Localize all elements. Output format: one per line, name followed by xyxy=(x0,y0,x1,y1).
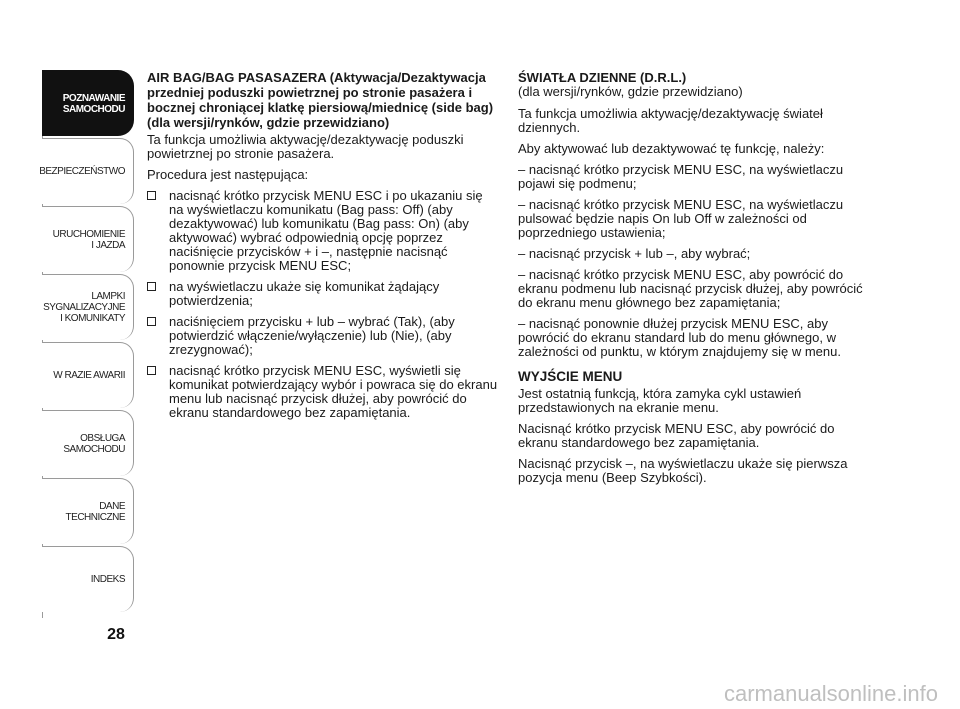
list-item xyxy=(147,364,499,420)
drl-heading: ŚWIATŁA DZIENNE (D.R.L.) xyxy=(518,70,687,85)
list-item xyxy=(147,280,499,308)
list-item xyxy=(147,315,499,357)
chapter-tabs xyxy=(39,70,134,620)
step-text: naciśnięciem przycisku + lub – wybrać (Tak), (aby potwierdzić włączenie/wyłączenie) lub (Nie), (aby zrezygnować); xyxy=(169,314,455,357)
drl-paragraph: – nacisnąć ponownie dłużej przycisk MENU ESC, aby powrócić do ekranu standard lub do menu głównego, w zależności od punktu, w którym znajdujemy się w menu. xyxy=(518,316,841,359)
step-text: nacisnąć krótko przycisk MENU ESC i po ukazaniu się na wyświetlaczu komunikatu (Bag pass: Off) (aby dezaktywować) lub komunikatu (Bag pass: On) (aby aktywować) wybrać odpowiednią opcję poprzez naciśnięcie przycisków + i –, następnie nacisnąć ponownie przycisk MENU ESC; xyxy=(169,188,483,273)
tab-w-razie-awarii[interactable]: W RAZIE AWARII xyxy=(42,342,134,408)
drl-paragraph: – nacisnąć krótko przycisk MENU ESC, aby powrócić do ekranu podmenu lub nacisnąć przycisk dłużej, aby powrócić do ekranu menu głównego bez zapamiętania; xyxy=(518,267,863,310)
drl-paragraph: – nacisnąć krótko przycisk MENU ESC, na wyświetlaczu pulsować będzie napis On lub Off w zależności od poprzedniego ustawienia; xyxy=(518,197,844,240)
tab-poznawanie-samochodu[interactable]: POZNAWANIE SAMOCHODU xyxy=(42,70,134,136)
exit-paragraph: Jest ostatnią funkcją, która zamyka cykl ustawień przedstawionych na ekranie menu. xyxy=(518,386,802,415)
tab-lampki-sygnalizacyjne[interactable]: LAMPKI SYGNALIZACYJNE I KOMUNIKATY xyxy=(42,274,134,340)
airbag-intro: Ta funkcja umożliwia aktywację/dezaktywację poduszki powietrznej po stronie pasażera. xyxy=(147,132,464,161)
drl-subtitle: (dla wersji/rynków, gdzie przewidziano) xyxy=(518,84,743,99)
drl-paragraph: Ta funkcja umożliwia aktywację/dezaktywację świateł dziennych. xyxy=(518,106,823,135)
drl-paragraph: – nacisnąć krótko przycisk MENU ESC, na wyświetlaczu pojawi się podmenu; xyxy=(518,162,844,191)
page-number: 28 xyxy=(107,626,125,643)
step-text: na wyświetlaczu ukaże się komunikat żądający potwierdzenia; xyxy=(169,279,440,308)
step-text: nacisnąć krótko przycisk MENU ESC, wyświetli się komunikat potwierdzający wybór i powraca się do ekranu menu lub nacisnąć przycisk dłużej, aby powrócić do ekranu standardowego bez zapamiętania. xyxy=(169,363,498,420)
exit-menu-heading: WYJŚCIE MENU xyxy=(518,369,623,384)
drl-paragraph: – nacisnąć przycisk + lub –, aby wybrać; xyxy=(518,246,751,261)
checkbox-bullet-icon xyxy=(147,317,156,326)
airbag-section xyxy=(147,70,499,427)
tab-dane-techniczne[interactable]: DANE TECHNICZNE xyxy=(42,478,134,544)
airbag-heading: AIR BAG/BAG PASASAZERA (Aktywacja/Dezaktywacja przedniej poduszki powietrznej po stronie pasażera i bocznej chroniącej klatkę piersiową/miednicę (side bag) (dla wersji/rynków, gdzie przewidziano) xyxy=(147,70,494,130)
tab-indeks[interactable]: INDEKS xyxy=(42,546,134,612)
tab-uruchomienie-i-jazda[interactable]: URUCHOMIENIE I JAZDA xyxy=(42,206,134,272)
drl-section xyxy=(518,70,873,492)
checkbox-bullet-icon xyxy=(147,366,156,375)
checkbox-bullet-icon xyxy=(147,282,156,291)
exit-paragraph: Nacisnąć krótko przycisk MENU ESC, aby powrócić do ekranu standardowego bez zapamiętania. xyxy=(518,421,835,450)
drl-paragraph: Aby aktywować lub dezaktywować tę funkcję, należy: xyxy=(518,141,825,156)
list-item xyxy=(147,189,499,273)
procedure-label: Procedura jest następująca: xyxy=(147,167,309,182)
checkbox-bullet-icon xyxy=(147,191,156,200)
watermark: carmanualsonline.info xyxy=(723,681,938,706)
procedure-steps xyxy=(147,189,499,420)
exit-paragraph: Nacisnąć przycisk –, na wyświetlaczu ukaże się pierwsza pozycja menu (Beep Szybkości). xyxy=(518,456,848,485)
tab-obsluga-samochodu[interactable]: OBSŁUGA SAMOCHODU xyxy=(42,410,134,476)
tab-bezpieczenstwo[interactable]: BEZPIECZEŃSTWO xyxy=(42,138,134,204)
